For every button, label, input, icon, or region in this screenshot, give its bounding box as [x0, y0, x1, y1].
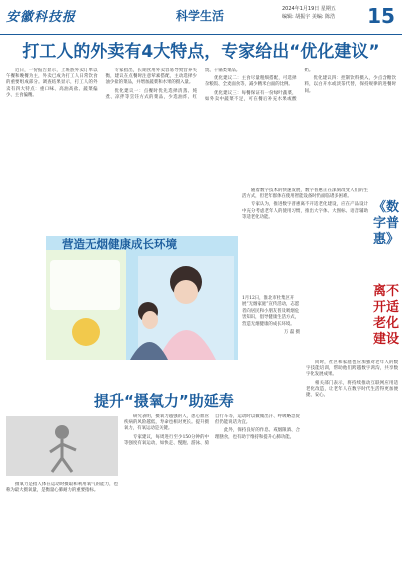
paragraph: 此外，保持良好的作息、戒烟限酒、合理膳食，也有助于维持和提升心肺功能。 — [215, 428, 300, 440]
section-title: 科学生活 — [176, 9, 225, 23]
photo-caption — [242, 296, 300, 336]
issue-date: 2024年1月19日 星期五 — [282, 6, 336, 12]
article-photo-exercise — [6, 416, 118, 476]
issue-editors: 编辑: 胡振宇 美编: 陈浩 — [282, 14, 336, 20]
paragraph: 近日，一份报告显示，上班族外卖订单以午餐和晚餐为主，外卖已成为打工人日常饮食的重要组成部分。调查结果显示，打工人的外卖有四大特点：重口味、高油高盐、蔬菜偏少、主食偏精。 — [6, 68, 98, 98]
paragraph: 同时，社区和家庭也应加强对老年人的数字技能培训，帮助他们跨越数字鸿沟，共享数字化发展成果。 — [306, 360, 398, 378]
main-headline: 打工人的外卖有4大特点，专家给出“优化建议” — [22, 42, 380, 62]
sidebar-headline-part2: 离不开适老化建设 — [372, 284, 399, 347]
caption-text: 1月12日，淮北市杜集区开展“无烟家庭”宣传活动，志愿者向居民和小朋友普及吸烟危害知识，倡导健康生活方式，营造无烟健康的成长环境。 — [242, 296, 300, 327]
paragraph: 随着数字技术的快速发展，数字普惠正在深刻改变人们的生活方式，但老年群体在使用智能设备时仍面临诸多困难。 — [242, 188, 368, 200]
page-number: 15 — [367, 4, 395, 28]
paragraph: 相关部门表示，将持续推动互联网应用适老化改造，让老年人在数字时代生活得更加便捷、安心。 — [306, 380, 398, 399]
article-right-body-top — [242, 188, 368, 290]
newspaper-name: 安徽科技报 — [6, 10, 77, 25]
paragraph: 专家认为，推进数字普惠离不开适老化建设，应在产品设计中充分考虑老年人的使用习惯，推出大字体、大图标、语音辅助等适老化功能。 — [242, 202, 368, 220]
paragraph: 摄氧力是指人体在运动时摄取和利用氧气的能力，也称为最大摄氧量，是衡量心肺耐力的重要指标。 — [6, 482, 118, 494]
sidebar-headline — [372, 200, 400, 350]
photo-credit: 万 磊 摄 — [284, 330, 300, 336]
article-main-body — [6, 68, 396, 186]
article2-body-left — [6, 482, 118, 570]
paragraph: 优化建议二：主食尽量粗细搭配，可选择杂粮饭、全麦面食等，减少精米白面的比例。 — [205, 76, 297, 88]
paragraph: 优化建议一：点餐时优先选择清蒸、炖煮、凉拌等烹饪方式的菜品，少选油炸、红烧、干锅类菜品。 — [105, 68, 241, 100]
secondary-headline: 提升“摄氧力”助延寿 — [94, 392, 234, 410]
paragraph: 研究表明，摄氧力越强的人，患心血管疾病的风险越低，寿命也相对更长。提升摄氧力，有氧运动是关键。 — [124, 414, 209, 432]
article2-body-right — [124, 414, 300, 570]
news-photo-no-smoking-event — [46, 236, 238, 360]
issue-meta — [282, 5, 336, 21]
paragraph: 优化建议三：每餐保证有一份绿叶蔬菜，如外卖中蔬菜不足，可在餐后补充水果或酸奶。 — [205, 68, 314, 102]
paragraph: 优化建议四：控制饮料摄入，少点含糖饮料，以白开水或淡茶代替，保持规律的进餐时间。 — [304, 76, 396, 94]
paragraph: 专家指出，长期食用外卖容易导致营养失衡，建议在点餐时注意荤素搭配，主动选择少油少盐的菜品，并增加蔬菜和水果的摄入量。 — [105, 68, 197, 86]
sidebar-headline-part1: 《数字普惠》 — [372, 200, 399, 247]
photo-title: 营造无烟健康成长环境 — [62, 237, 177, 251]
article-right-body-bottom — [306, 360, 398, 570]
paragraph: 专家建议，每周进行至少150分钟的中等强度有氧运动，如快走、慢跑、游泳、骑自行车等，运动时以微微出汗、呼吸略急促但仍能说话为宜。 — [124, 414, 300, 446]
masthead — [0, 0, 402, 35]
